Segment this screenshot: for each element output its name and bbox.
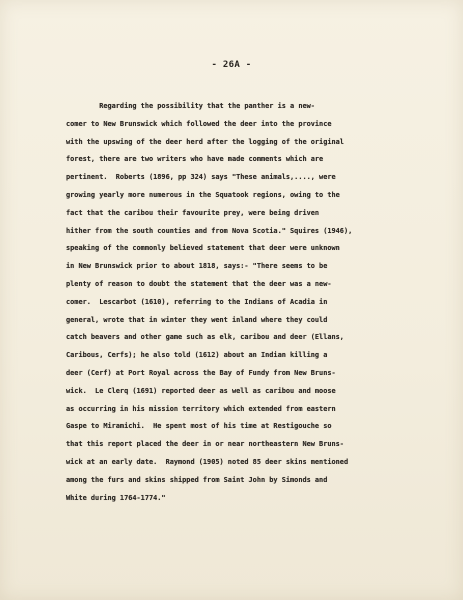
text-line: speaking of the commonly believed statement that deer were unknown [66, 244, 340, 253]
text-line: plenty of reason to doubt the statement that the deer was a new- [66, 279, 332, 288]
text-line: Regarding the possibility that the panther is a new- [66, 102, 315, 110]
text-line: deer (Cerf) at Port Royal across the Bay of Fundy from New Bruns- [66, 368, 336, 377]
page-number: - 26A - [211, 60, 252, 70]
text-line: wick at an early date. Raymond (1905) noted 85 deer skins mentioned [66, 457, 349, 466]
text-line: pertinent. Roberts (1896, pp 324) says "These animals,...., were [66, 173, 336, 182]
text-line: White during 1764-1774." [66, 493, 166, 502]
text-line: comer to New Brunswick which followed the deer into the province [66, 119, 332, 128]
text-line: hither from the south counties and from Nova Scotia." Squires (1946), [66, 226, 353, 235]
text-line: as occurring in his mission territory which extended from eastern [66, 404, 336, 413]
text-line: forest, there are two writers who have made comments which are [66, 155, 324, 164]
text-line: among the furs and skins shipped from Saint John by Simonds and [66, 475, 328, 484]
text-line: that this report placed the deer in or near northeastern New Bruns- [66, 440, 344, 449]
text-line: Gaspe to Miramichi. He spent most of his time at Restigouche so [66, 422, 332, 431]
body-paragraph [66, 98, 406, 507]
text-line: in New Brunswick prior to about 1818, says:- "There seems to be [66, 262, 328, 271]
text-line: comer. Lescarbot (1610), referring to the Indians of Acadia in [66, 297, 328, 306]
text-line: fact that the caribou their favourite prey, were being driven [66, 208, 320, 217]
text-line: general, wrote that in winter they went inland where they could [66, 315, 328, 324]
text-line: catch beavers and other game such as elk, caribou and deer (Ellans, [66, 333, 344, 342]
text-line: Caribous, Cerfs); he also told (1612) about an Indian killing a [66, 351, 328, 360]
text-line: growing yearly more numerous in the Squatook regions, owing to the [66, 190, 340, 199]
text-line: with the upswing of the deer herd after the logging of the original [66, 137, 344, 146]
text-line: wick. Le Clerq (1691) reported deer as well as caribou and moose [66, 386, 336, 395]
